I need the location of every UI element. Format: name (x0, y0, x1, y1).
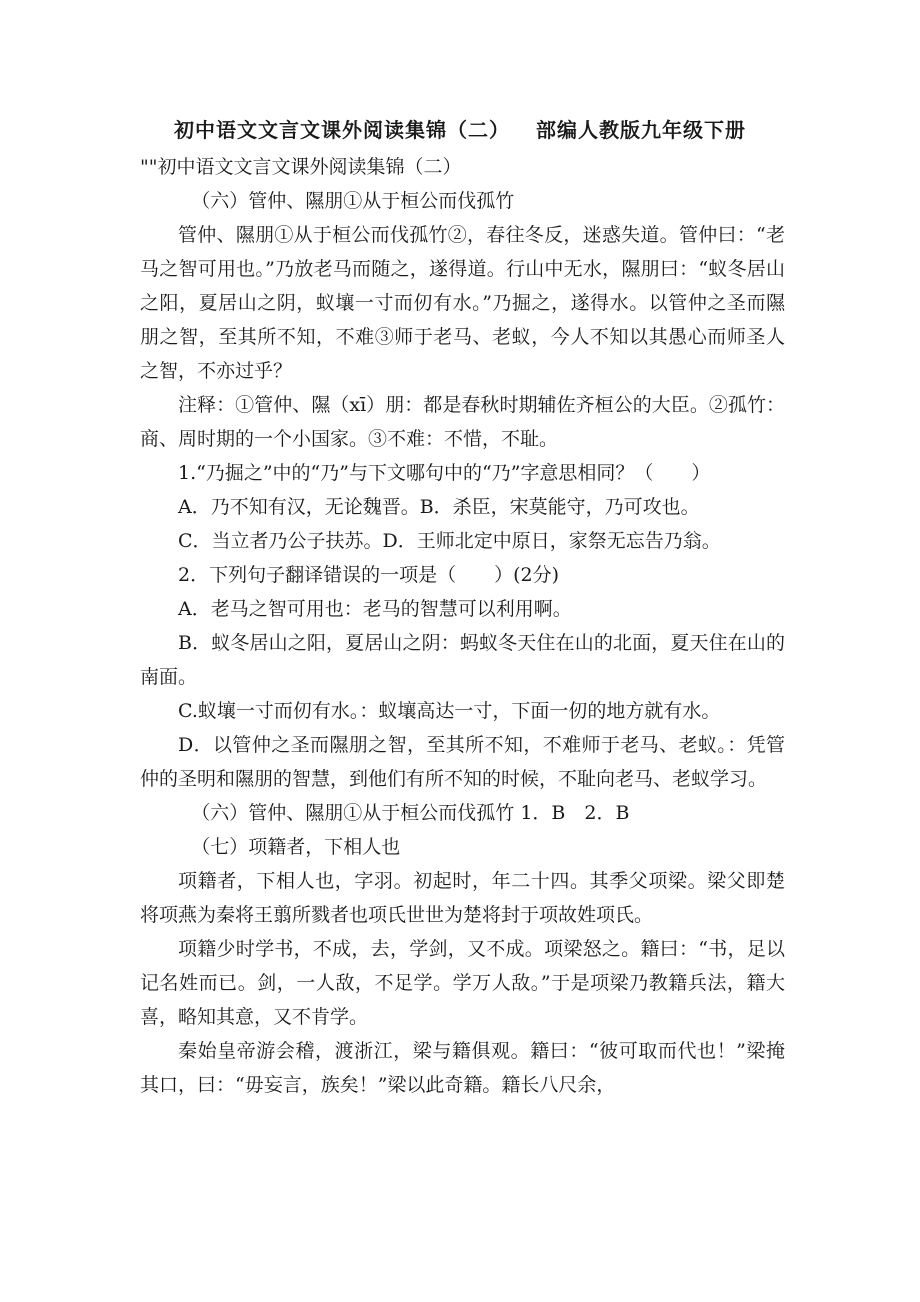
passage-7-paragraph-1: 项籍者，下相人也，字羽。初起时，年二十四。其季父项梁。梁父即楚将项燕为秦将王翦所戮者也项氏世世为楚将封于项故姓项氏。 (140, 870, 785, 926)
notes-6: 注释：①管仲、隰（xī）朋：都是春秋时期辅佐齐桓公的大臣。②孤竹：商、周时期的一个小国家。③不难：不惜，不耻。 (140, 394, 785, 450)
title-main: 初中语文文言文课外阅读集锦（二） (174, 118, 510, 142)
article-body (140, 150, 785, 1102)
passage-6: 管仲、隰朋①从于桓公而伐孤竹②，春往冬反，迷惑失道。管仲曰：“老马之智可用也。”乃放老马而随之，遂得道。行山中无水，隰朋曰：“蚁冬居山之阳，夏居山之阴，蚁壤一寸而仞有水。”乃掘之，遂得水。以管仲之圣而隰朋之智，至其所不知，不难③师于老马、老蚁，今人不知以其愚心而师圣人之智，不亦过乎？ (140, 224, 785, 382)
section-heading-7: （七）项籍者，下相人也 (191, 836, 401, 858)
question-2-option-c: C.蚁壤一寸而仞有水。：蚁壤高达一寸，下面一仞的地方就有水。 (178, 700, 721, 722)
subtitle: ""初中语文文言文课外阅读集锦（二） (140, 156, 462, 178)
passage-7-paragraph-2: 项籍少时学书，不成，去，学剑，又不成。项梁怒之。籍曰：“书，足以记名姓而已。剑，一人敌，不足学。学万人敌。”于是项梁乃教籍兵法，籍大喜，略知其意，又不肯学。 (140, 938, 785, 1028)
answer-key-6: （六）管仲、隰朋①从于桓公而伐孤竹 1．B 2．B (191, 802, 630, 824)
question-2-option-b: B．蚁冬居山之阳，夏居山之阴：蚂蚁冬天住在山的北面，夏天住在山的南面。 (140, 632, 785, 688)
page-title (0, 114, 920, 143)
section-heading-6: （六）管仲、隰朋①从于桓公而伐孤竹 (191, 190, 515, 212)
question-1: 1.“乃掘之”中的“乃”与下文哪句中的“乃”字意思相同？（ ） (178, 462, 711, 484)
title-edition: 部编人教版九年级下册 (536, 118, 746, 142)
passage-7-paragraph-3: 秦始皇帝游会稽，渡浙江，梁与籍俱观。籍曰：“彼可取而代也！”梁掩其口，曰：“毋妄言，族矣！”梁以此奇籍。籍长八尺余， (140, 1040, 785, 1096)
question-2: 2．下列句子翻译错误的一项是（ ）(2分) (178, 564, 560, 586)
question-2-option-d: D．以管仲之圣而隰朋之智，至其所不知，不难师于老马、老蚁。：凭管仲的圣明和隰朋的智慧，到他们有所不知的时候，不耻向老马、老蚁学习。 (140, 734, 785, 790)
question-2-option-a: A．老马之智可用也：老马的智慧可以利用啊。 (178, 598, 572, 620)
question-1-options-ab: A．乃不知有汉，无论魏晋。B．杀臣，宋莫能守，乃可攻也。 (178, 496, 700, 518)
question-1-options-cd: C．当立者乃公子扶苏。D．王师北定中原日，家祭无忘告乃翁。 (178, 530, 721, 552)
